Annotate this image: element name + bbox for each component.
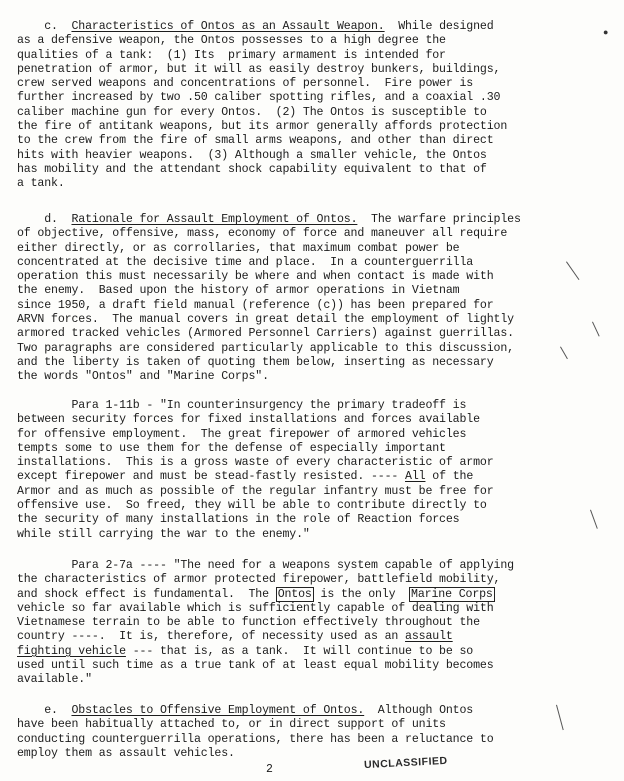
text-run: tempts some to use them for the defense of especially important xyxy=(17,441,446,455)
text-line xyxy=(17,718,595,732)
text-run: further increased by two .50 caliber spotting rifles, and a coaxial .30 xyxy=(17,91,501,105)
text-line xyxy=(17,356,595,370)
paragraph-e-obstacles xyxy=(17,704,595,761)
text-line xyxy=(17,528,595,542)
text-run: of objective, offensive, mass, economy of force and maneuver all require xyxy=(17,227,508,241)
text-run: While designed xyxy=(384,20,494,33)
text-line xyxy=(17,49,595,63)
text-line xyxy=(17,559,595,573)
text-run: since 1950, a draft field manual (reference (c)) has been prepared for xyxy=(17,298,494,312)
text-run: has mobility and the attendant shock capability equivalent to that of xyxy=(17,162,487,176)
text-run: Vietnamese terrain to be able to function effectively throughout the xyxy=(17,616,480,630)
text-run: for offensive employment. The great firepower of armored vehicles xyxy=(17,427,467,441)
text-line xyxy=(17,673,595,687)
text-line xyxy=(17,342,595,356)
text-run: employ them as assault vehicles. xyxy=(17,746,235,760)
underlined-text: Characteristics of Ontos as an Assault Weapon. xyxy=(71,20,385,33)
text-line xyxy=(17,602,595,616)
text-run: the words "Ontos" and "Marine Corps". xyxy=(17,370,269,384)
text-run: vehicle so far available which is sufficiently capable of dealing with xyxy=(17,601,494,615)
text-line xyxy=(17,34,595,48)
text-line xyxy=(17,213,595,227)
text-line xyxy=(17,106,595,120)
text-line xyxy=(17,270,595,284)
text-run: the fire of antitank weapons, but its armor generally affords protection xyxy=(17,120,508,134)
text-line xyxy=(17,399,595,413)
boxed-insertion: Ontos xyxy=(277,587,312,601)
text-line xyxy=(17,91,595,105)
text-line xyxy=(17,630,595,644)
text-line xyxy=(17,134,595,148)
text-line xyxy=(17,513,595,527)
text-run: either directly, or as corrollaries, that maximum combat power be xyxy=(17,241,460,255)
text-run: a tank. xyxy=(17,177,65,191)
text-line xyxy=(17,77,595,91)
text-line xyxy=(17,313,595,327)
text-line xyxy=(17,485,595,499)
text-line xyxy=(17,299,595,313)
text-run: used until such time as a true tank of at least equal mobility becomes xyxy=(17,659,494,673)
underlined-text: All xyxy=(405,470,426,484)
text-run: is the only xyxy=(313,587,410,601)
text-run: Armor and as much as possible of the regular infantry must be free for xyxy=(17,484,494,498)
text-line xyxy=(17,120,595,134)
paragraph-d-rationale xyxy=(17,213,595,385)
text-run: while still carrying the war to the enemy." xyxy=(17,527,310,541)
text-line xyxy=(17,704,595,718)
underlined-text: Obstacles to Offensive Employment of Ontos. xyxy=(71,704,365,717)
text-run: the security of many installations in the role of Reaction forces xyxy=(17,513,460,527)
text-line xyxy=(17,442,595,456)
text-run: The warfare principles xyxy=(357,213,521,226)
text-run: penetration of armor, but it will as easily destroy bunkers, buildings, xyxy=(17,62,501,76)
text-line xyxy=(17,645,595,659)
text-run: armored tracked vehicles (Armored Personnel Carriers) against guerrillas. xyxy=(17,327,514,341)
text-run: operation this must necessarily be where and when contact is made with xyxy=(17,270,494,284)
quote-para-1-11b xyxy=(17,399,595,542)
text-run: e. xyxy=(17,704,72,717)
text-line xyxy=(17,227,595,241)
underlined-text: Rationale for Assault Employment of Ontos. xyxy=(71,213,358,226)
text-run: crew served weapons and concentrations of personnel. Fire power is xyxy=(17,77,474,91)
text-line xyxy=(17,163,595,177)
text-line xyxy=(17,177,595,191)
text-line xyxy=(17,284,595,298)
text-run: installations. This is a gross waste of every characteristic of armor xyxy=(17,456,494,470)
text-run: the enemy. Based upon the history of armor operations in Vietnam xyxy=(17,284,460,298)
text-run: Para 1-11b - "In counterinsurgency the primary tradeoff is xyxy=(17,399,467,412)
text-run: caliber machine gun for every Ontos. (2) The Ontos is susceptible to xyxy=(17,105,487,119)
underlined-text: fighting vehicle xyxy=(17,644,126,658)
page-number: 2 xyxy=(266,763,273,776)
text-run: conducting counterguerrilla operations, there has been a reluctance to xyxy=(17,732,494,746)
text-run: ARVN forces. The manual covers in great detail the employment of lightly xyxy=(17,313,514,327)
text-run: c. xyxy=(17,20,72,33)
text-run: to the crew from the fire of small arms weapons, and other than direct xyxy=(17,134,494,148)
text-line xyxy=(17,588,595,602)
text-line xyxy=(17,733,595,747)
text-run: available." xyxy=(17,673,92,687)
text-line xyxy=(17,413,595,427)
text-run: except firepower and must be stead-fastly resisted. ---- xyxy=(17,470,406,484)
paragraph-c-characteristics xyxy=(17,20,595,192)
text-run: d. xyxy=(17,213,72,226)
text-run: have been habitually attached to, or in direct support of units xyxy=(17,718,446,732)
classification-stamp: UNCLASSIFIED xyxy=(363,754,448,772)
text-line xyxy=(17,63,595,77)
text-line xyxy=(17,747,595,761)
text-line xyxy=(17,428,595,442)
text-line xyxy=(17,370,595,384)
quote-para-2-7a xyxy=(17,559,595,688)
text-run: between security forces for fixed installations and forces available xyxy=(17,413,480,427)
text-line xyxy=(17,659,595,673)
text-run: country ----. It is, therefore, of necessity used as an xyxy=(17,630,406,644)
margin-dot-mark: ● xyxy=(603,28,609,38)
text-run: of the xyxy=(425,470,474,484)
text-line xyxy=(17,256,595,270)
text-line xyxy=(17,242,595,256)
text-run: hits with heavier weapons. (3) Although a smaller vehicle, the Ontos xyxy=(17,148,487,162)
text-line xyxy=(17,616,595,630)
underlined-text: assault xyxy=(405,630,453,644)
boxed-insertion: Marine Corps xyxy=(411,587,493,601)
text-line xyxy=(17,456,595,470)
text-line xyxy=(17,149,595,163)
text-line xyxy=(17,573,595,587)
text-run: offensive use. So freed, they will be able to contribute directly to xyxy=(17,499,487,513)
text-line xyxy=(17,20,595,34)
text-run: --- that is, as a tank. It will continue to be so xyxy=(125,644,474,658)
text-run: and shock effect is fundamental. The xyxy=(17,587,276,601)
text-run: and the liberty is taken of quoting them below, inserting as necessary xyxy=(17,355,494,369)
text-line xyxy=(17,470,595,484)
text-run: concentrated at the decisive time and place. In a counterguerrilla xyxy=(17,255,474,269)
text-line xyxy=(17,499,595,513)
text-run: qualities of a tank: (1) Its primary armament is intended for xyxy=(17,48,446,62)
text-line xyxy=(17,327,595,341)
text-run: the characteristics of armor protected firepower, battlefield mobility, xyxy=(17,573,501,587)
text-run: as a defensive weapon, the Ontos possesses to a high degree the xyxy=(17,34,446,48)
text-run: Two paragraphs are considered particularly applicable to this discussion, xyxy=(17,341,514,355)
text-run: Para 2-7a ---- "The need for a weapons system capable of applying xyxy=(17,559,514,572)
text-run: Although Ontos xyxy=(364,704,474,717)
